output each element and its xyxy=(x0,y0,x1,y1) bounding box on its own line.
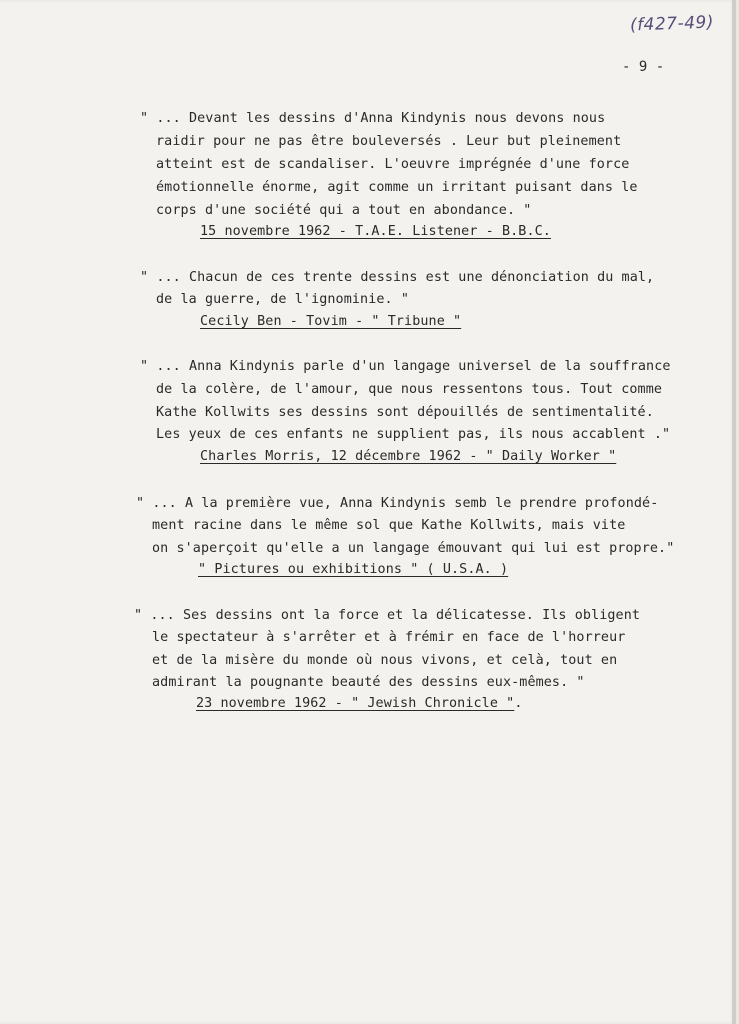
quote-line: émotionnelle énorme, agit comme un irritant puisant dans le xyxy=(156,180,638,195)
quote-source-text: Cecily Ben - Tovim - " Tribune " xyxy=(200,314,462,329)
quote-source xyxy=(200,449,616,464)
page-edge xyxy=(732,0,736,1024)
quote-source xyxy=(200,314,461,329)
quote-line: le spectateur à s'arrêter et à frémir en face de l'horreur xyxy=(152,630,626,645)
quote-source-text: 23 novembre 1962 - " Jewish Chronicle " xyxy=(196,696,515,711)
quote-source xyxy=(196,696,522,711)
quote-line: atteint est de scandaliser. L'oeuvre imprégnée d'une force xyxy=(156,157,630,172)
quote-line: de la guerre, de l'ignominie. " xyxy=(156,292,410,307)
quote-line: Les yeux de ces enfants ne supplient pas, ils nous accablent ." xyxy=(156,427,671,442)
quote-source xyxy=(198,562,508,577)
handwritten-annotation: (f427-49) xyxy=(629,12,715,36)
quote-source-text: " Pictures ou exhibitions " ( U.S.A. ) xyxy=(198,562,509,577)
quote-line: de la colère, de l'amour, que nous ressentons tous. Tout comme xyxy=(156,382,663,397)
quote-line: admirant la pougnante beauté des dessins eux-mêmes. " xyxy=(152,675,585,690)
quote-line: " ... Anna Kindynis parle d'un langage universel de la souffrance xyxy=(140,359,671,374)
quote-line: " ... Chacun de ces trente dessins est une dénonciation du mal, xyxy=(140,270,655,285)
quote-source-text: Charles Morris, 12 décembre 1962 - " Daily Worker " xyxy=(200,449,617,464)
quote-source-suffix: . xyxy=(514,696,523,711)
quote-line: " ... Devant les dessins d'Anna Kindynis nous devons nous xyxy=(140,111,606,126)
quote-line: " ... Ses dessins ont la force et la délicatesse. Ils obligent xyxy=(134,608,641,623)
quote-line: et de la misère du monde où nous vivons, et celà, tout en xyxy=(152,653,618,668)
quote-line: ment racine dans le même sol que Kathe Kollwits, mais vite xyxy=(152,518,626,533)
quote-line: corps d'une société qui a tout en abondance. " xyxy=(156,203,532,218)
quote-line: on s'aperçoit qu'elle a un langage émouvant qui lui est propre." xyxy=(152,541,675,556)
page-number: - 9 - xyxy=(622,59,665,75)
quote-source-text: 15 novembre 1962 - T.A.E. Listener - B.B.C. xyxy=(200,224,551,239)
quote-line: " ... A la première vue, Anna Kindynis semb le prendre profondé- xyxy=(136,496,659,511)
quote-line: raidir pour ne pas être bouleversés . Leur but pleinement xyxy=(156,134,622,149)
quote-line: Kathe Kollwits ses dessins sont dépouillés de sentimentalité. xyxy=(156,405,654,420)
quote-source xyxy=(200,224,551,239)
